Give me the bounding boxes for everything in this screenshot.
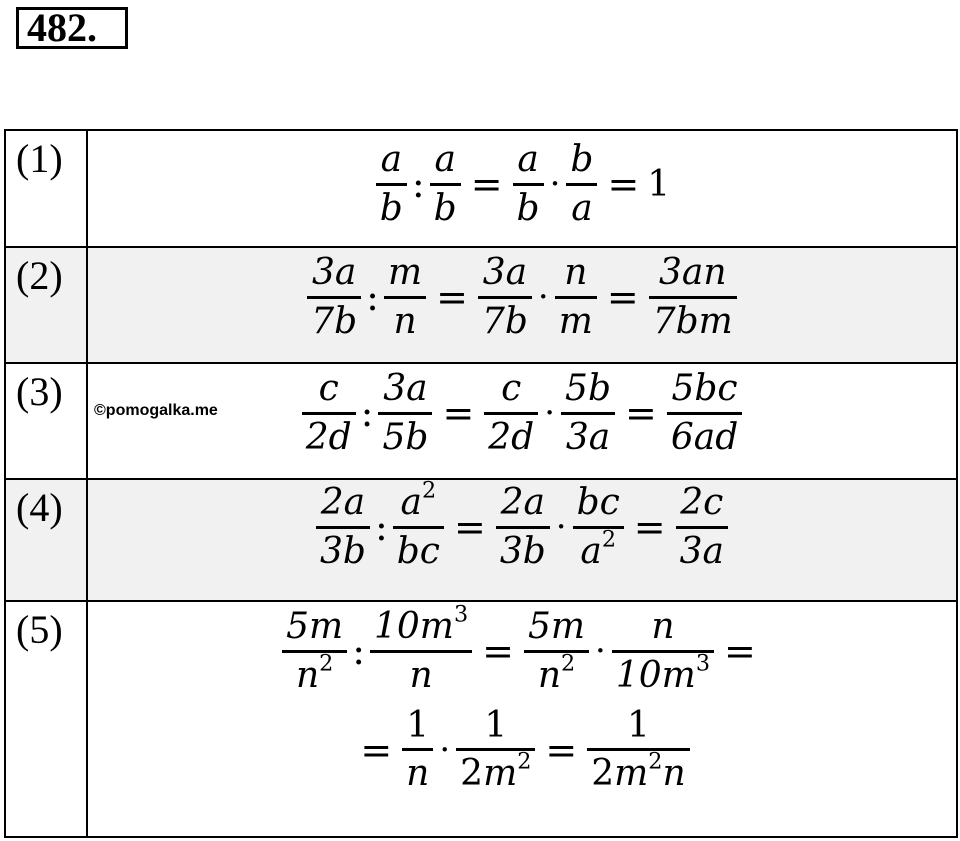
fraction-bar — [676, 526, 728, 529]
equals-sign: = — [482, 629, 514, 674]
equation-cell — [87, 479, 957, 601]
problem-number-period: . — [87, 5, 97, 50]
row-index: (4) — [5, 479, 87, 601]
fraction-bar — [478, 296, 532, 299]
row-index: (3) — [5, 363, 87, 479]
fraction-bar — [566, 183, 597, 186]
fraction-bar — [561, 412, 615, 415]
fraction-bar — [555, 296, 597, 299]
denominator: b — [379, 187, 403, 229]
equation-cell — [87, 130, 957, 247]
equation-1 — [88, 141, 956, 228]
numerator: 5bc — [671, 368, 738, 409]
divide-sign: : — [360, 391, 374, 436]
row-index: (1) — [5, 130, 87, 247]
multiply-dot: · — [439, 729, 451, 770]
fraction — [384, 254, 426, 341]
divide-sign: : — [352, 629, 365, 674]
denominator: 2d — [488, 416, 535, 458]
equals-sign: = — [453, 505, 486, 550]
fraction-bar — [649, 296, 737, 299]
fraction — [612, 608, 714, 695]
fraction-bar — [316, 526, 370, 529]
numerator: n — [651, 606, 675, 647]
denominator: $a^2$ — [580, 526, 617, 572]
fraction — [649, 254, 737, 341]
fraction — [676, 484, 728, 571]
fraction-bar — [302, 412, 356, 415]
equation-cell — [87, 247, 957, 363]
fraction-bar — [282, 650, 347, 653]
row-index: (2) — [5, 247, 87, 363]
denominator: a — [571, 187, 593, 229]
numerator: $a^2$ — [400, 477, 437, 523]
fraction-bar — [587, 748, 689, 751]
numerator: n — [564, 252, 588, 293]
fraction — [587, 704, 689, 795]
fraction — [513, 141, 544, 228]
denominator: $10m^3$ — [615, 650, 711, 696]
denominator: 7b — [481, 300, 528, 342]
fraction-bar — [430, 183, 461, 186]
table-row — [5, 601, 957, 837]
fraction-bar — [376, 183, 407, 186]
fraction — [484, 370, 538, 457]
fraction — [307, 254, 361, 341]
numerator: 2a — [320, 482, 366, 523]
fraction — [282, 608, 347, 695]
equals-sign: = — [633, 505, 666, 550]
denominator: $n^2$ — [537, 650, 576, 696]
numerator: 5m — [286, 606, 344, 647]
numerator: a — [434, 139, 456, 180]
equals-sign: = — [545, 727, 578, 772]
table-row — [5, 130, 957, 247]
result-value: 1 — [647, 163, 671, 205]
fraction — [573, 484, 624, 571]
denominator: m — [558, 300, 593, 342]
fraction-bar — [484, 412, 538, 415]
fraction — [478, 254, 532, 341]
equals-sign: = — [606, 275, 639, 320]
fraction-bar — [524, 650, 589, 653]
multiply-dot: · — [537, 277, 549, 318]
numerator: 3a — [383, 368, 428, 409]
row-index: (5) — [5, 601, 87, 837]
table-row — [5, 479, 957, 601]
fraction — [376, 141, 407, 228]
watermark: ©pomogalka.me — [94, 402, 218, 419]
numerator: c — [318, 368, 339, 409]
denominator: 7bm — [652, 300, 733, 342]
multiply-dot: · — [544, 393, 556, 434]
fraction — [496, 484, 550, 571]
fraction — [566, 141, 597, 228]
fraction-bar — [573, 526, 624, 529]
multiply-dot: · — [555, 507, 567, 548]
numerator: a — [517, 139, 539, 180]
denominator: 2d — [305, 416, 352, 458]
equation-3 — [88, 370, 956, 457]
multiply-dot: · — [595, 631, 606, 672]
numerator: 5m — [528, 606, 586, 647]
fraction — [402, 704, 433, 795]
fraction-bar — [496, 526, 550, 529]
denominator: 6ad — [670, 416, 739, 458]
multiply-dot: · — [549, 164, 561, 205]
denominator: $2m^2n$ — [591, 748, 686, 795]
equation-2 — [88, 254, 956, 341]
fraction-bar — [402, 748, 433, 751]
numerator: 5b — [565, 368, 611, 409]
divide-sign: : — [366, 275, 379, 320]
fraction — [370, 601, 472, 696]
equals-sign: = — [724, 629, 756, 674]
fraction — [393, 477, 444, 572]
fraction — [524, 608, 589, 695]
fraction-bar — [384, 296, 426, 299]
equals-sign: = — [470, 162, 503, 207]
divide-sign: : — [411, 162, 425, 207]
numerator: b — [570, 139, 594, 180]
fraction — [302, 370, 356, 457]
equation-4 — [88, 477, 956, 572]
fraction — [378, 370, 432, 457]
denominator: 3a — [565, 416, 611, 458]
numerator: 3a — [482, 252, 528, 293]
denominator: n — [393, 300, 417, 342]
numerator: m — [387, 252, 423, 293]
denominator: n — [409, 654, 433, 696]
divide-sign: : — [374, 505, 388, 550]
fraction — [555, 254, 597, 341]
denominator: bc — [396, 530, 440, 572]
numerator: 1 — [627, 704, 650, 746]
solution-table — [4, 129, 958, 838]
numerator: $10m^3$ — [374, 601, 469, 647]
equals-sign: = — [607, 162, 640, 207]
numerator: 1 — [484, 704, 508, 746]
equals-sign: = — [436, 275, 468, 320]
numerator: a — [380, 139, 403, 180]
denominator: $n^2$ — [295, 650, 334, 696]
equation-cell — [87, 601, 957, 837]
equals-sign: = — [625, 391, 657, 436]
numerator: c — [501, 368, 522, 409]
fraction — [456, 704, 535, 795]
numerator: 3an — [658, 252, 727, 293]
numerator: bc — [576, 482, 620, 523]
numerator: 2a — [500, 482, 545, 523]
fraction-bar — [667, 412, 742, 415]
denominator: b — [433, 187, 457, 229]
fraction — [316, 484, 370, 571]
denominator: b — [516, 187, 540, 229]
numerator: 2c — [680, 482, 724, 523]
equation-5-line-2 — [88, 704, 956, 795]
table-row — [5, 247, 957, 363]
denominator: 3b — [499, 530, 546, 572]
equation-cell — [87, 363, 957, 479]
equals-sign: = — [442, 391, 475, 436]
numerator: 1 — [406, 704, 430, 746]
denominator: 3a — [679, 530, 725, 572]
denominator: 5b — [382, 416, 429, 458]
fraction-bar — [393, 526, 444, 529]
fraction-bar — [370, 650, 472, 653]
equals-sign: = — [360, 727, 393, 772]
table-row — [5, 363, 957, 479]
problem-number: 482 — [27, 5, 87, 50]
fraction-bar — [513, 183, 544, 186]
denominator: 7b — [311, 300, 358, 342]
fraction — [667, 370, 742, 457]
fraction-bar — [307, 296, 361, 299]
denominator: 3b — [319, 530, 366, 572]
numerator: 3a — [311, 252, 357, 293]
equation-5-line-1 — [88, 601, 956, 696]
fraction-bar — [378, 412, 432, 415]
denominator: $2m^2$ — [460, 748, 532, 795]
fraction — [561, 370, 615, 457]
fraction — [430, 141, 461, 228]
denominator: n — [406, 753, 430, 795]
problem-number-box — [16, 7, 128, 49]
